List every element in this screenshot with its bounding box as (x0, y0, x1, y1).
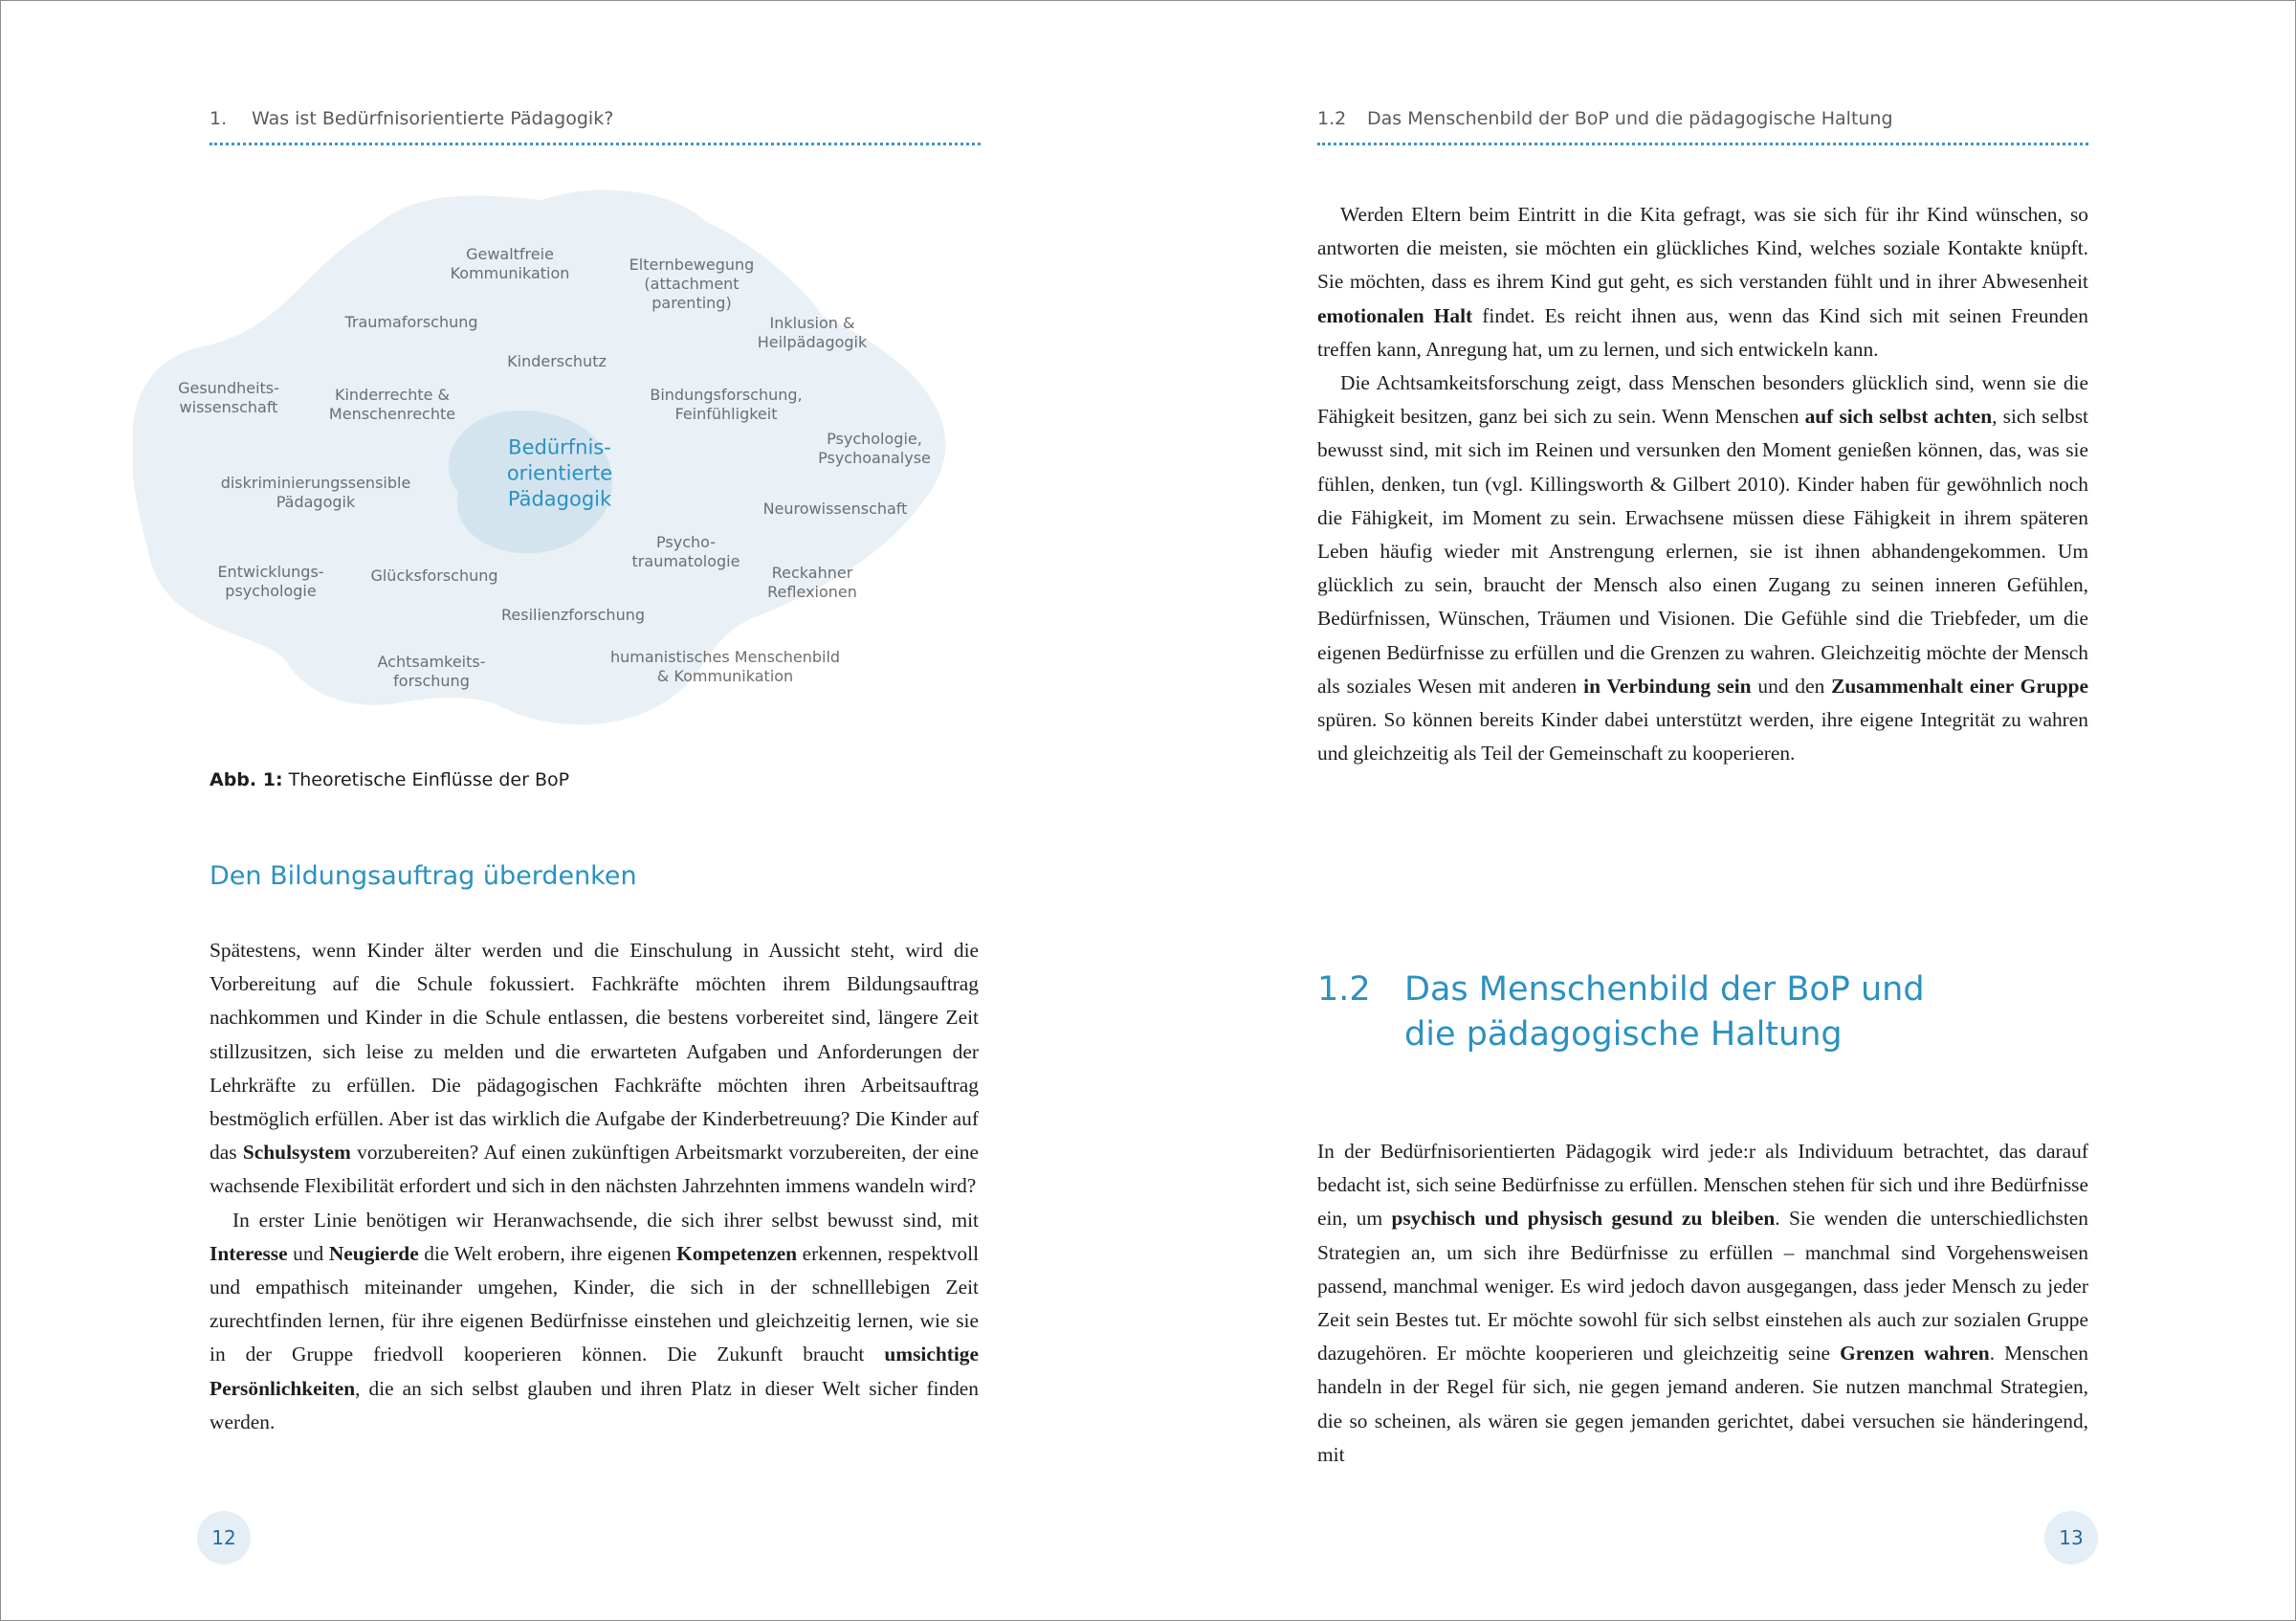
caption-text: Theoretische Einflüsse der BoP (282, 769, 570, 790)
influence-label: Resilienzforschung (500, 606, 646, 624)
paragraph: Werden Eltern beim Eintritt in die Kita gefragt, was sie sich für ihr Kind wünschen, so antworten die meisten, sie möchten ein glückliches Kind, welches soziale Kontakte knüpft. Sie möchten, dass es ihrem Kind gut geht, es sich verstanden fühlt und in ihrer Abwesenheit emotionalen Halt findet. Es reicht ihnen aus, wenn das Kind sich mit seinen Freunden treffen kann, Anregung hat, um zu lernen, und sich entwickeln kann. (1317, 203, 2088, 361)
paragraph: Spätestens, wenn Kinder älter werden und die Einschulung in Aussicht steht, wird die Vorbereitung auf die Schule fokussiert. Fachkräfte möchten ihrem Bildungsauftrag nachkommen und Kinder in die Schule entlassen, die bestens vorbereitet sind, längere Zeit stillzusitzen, sich leise zu melden und die erwarteten Aufgaben und Anforderungen der Lehrkräfte zu erfüllen. Die pädagogischen Fachkräfte möchten ihren Arbeitsauftrag bestmöglich erfüllen. Aber ist das wirklich die Aufgabe der Kinderbetreuung? Die Kinder auf das Schulsystem vorzubereiten? Auf einen zukünftigen Arbeitsmarkt vorzubereiten, der eine wachsende Flexibilität erfordert und sich in den nächsten Jahrzehnten immens wandeln wird? (210, 939, 979, 1198)
running-header-number: 1. (210, 108, 228, 129)
left-body-text (210, 934, 979, 1439)
figure-caption (210, 769, 569, 790)
left-page (1, 1, 1148, 1620)
page-number: 13 (2044, 1511, 2098, 1565)
right-body-text-bottom (1317, 1135, 2088, 1472)
right-body-text-top (1317, 198, 2088, 770)
influence-label: Bindungsforschung, Feinfühligkeit (650, 386, 803, 423)
page-number: 12 (197, 1511, 251, 1565)
running-header-title: Das Menschenbild der BoP und die pädagogische Haltung (1367, 108, 1893, 129)
section-subheading: Den Bildungsauftrag überdenken (210, 861, 637, 891)
running-header-left (210, 108, 981, 145)
paragraph: In der Bedürfnisorientierten Pädagogik wird jede:r als Individuum betrachtet, das darauf bedacht ist, sich seine Bedürfnisse zu erfüllen. Menschen stehen für sich und ihre Bedürfnisse ein, um psychisch und physisch gesund zu bleiben. Sie wenden die unterschiedlichsten Strategien an, um sich ihre Bedürfnisse zu erfüllen – manchmal sind Vorgehensweisen passend, manchmal weniger. Es wird jedoch davon ausgegangen, dass jeder Mensch zu jeder Zeit sein Bestes tut. Er möchte sowohl für sich selbst einstehen als auch zur sozialen Gruppe dazugehören. Er möchte kooperieren und gleichzeitig seine Grenzen wahren. Menschen handeln in der Regel für sich, nie gegen jemand anderen. Sie nutzen manchmal Strategien, die so scheinen, als wären sie gegen jemanden gerichtet, dabei versuchen sie händeringend, mit (1317, 1140, 2088, 1466)
influence-label: Glücksforschung (370, 566, 498, 585)
influences-diagram (133, 183, 994, 728)
running-header-number: 1.2 (1317, 108, 1347, 129)
influence-label: Elternbewegung (attachment parenting) (629, 255, 755, 312)
influence-label: Gesundheits- wissenschaft (178, 379, 279, 416)
influence-label: diskriminierungssensible Pädagogik (220, 474, 411, 511)
influence-label: Achtsamkeits- forschung (377, 653, 486, 690)
influence-label: Inklusion & Heilpädagogik (757, 314, 868, 351)
influence-label: Reckahner Reflexionen (767, 564, 857, 601)
influence-label: Kinderschutz (507, 352, 607, 370)
diagram-center-label: Bedürfnis- orientierte Pädagogik (506, 435, 613, 511)
influence-label: Psychologie, Psychoanalyse (818, 430, 931, 467)
influence-label: Entwicklungs- psychologie (217, 563, 324, 600)
paragraph: In erster Linie benötigen wir Heranwachsende, die sich ihrer selbst bewusst sind, mit Interesse und Neugierde die Welt erobern, ihre eigenen Kompetenzen erkennen, respektvoll und empathisch miteinander umgehen, Kinder, die sich in der schnelllebigen Zeit zurechtfinden lernen, für ihre eigenen Bedürfnisse einstehen und gleichzeitig lernen, wie sie in der Gruppe friedvoll kooperieren können. Die Zukunft braucht umsichtige Persönlichkeiten, die an sich selbst glauben und ihren Platz in dieser Welt sicher finden werden. (210, 1208, 980, 1433)
right-page (1148, 1, 2295, 1620)
influence-label: Gewaltfreie Kommunikation (450, 245, 570, 282)
running-header-title: Was ist Bedürfnisorientierte Pädagogik? (252, 108, 614, 129)
paragraph: Die Achtsamkeitsforschung zeigt, dass Menschen besonders glücklich sind, wenn sie die Fähigkeit besitzen, ganz bei sich zu sein. Wenn Menschen auf sich selbst achten, sich selbst bewusst sind, mit sich im Reinen und versunken den Moment genießen können, das, was sie fühlen, denken, tun (vgl. Killingsworth & Gilbert 2010). Kinder haben für gewöhnlich noch die Fähigkeit, im Moment zu sein. Erwachsene müssen diese Fähigkeit in ihrem späteren Leben häufig wieder mit Anstrengung erlernen, sie ist ihnen abhandengekommen. Um glücklich zu sein, braucht der Mensch also einen Zugang zu seinen inneren Gefühlen, Bedürfnissen, Wünschen, Träumen und Visionen. Die Gefühle sind die Triebfeder, um die eigenen Bedürfnisse zu erfüllen und die Grenzen zu wahren. Gleichzeitig möchte der Mensch als soziales Wesen mit anderen in Verbindung sein und den Zusammenhalt einer Gruppe spüren. So können bereits Kinder dabei unterstützt werden, ihre eigene Integrität zu wahren und gleichzeitig als Teil der Gemeinschaft zu kooperieren. (1317, 371, 2088, 766)
influence-label: Kinderrechte & Menschenrechte (328, 386, 456, 423)
influence-label: humanistisches Menschenbild & Kommunikation (609, 648, 841, 685)
influence-label: Neurowissenschaft (762, 500, 908, 518)
influence-label: Traumaforschung (344, 313, 478, 331)
caption-label: Abb. 1: (210, 769, 283, 790)
chapter-number: 1.2 (1317, 970, 1371, 1009)
influence-label: Psycho- traumatologie (631, 533, 740, 570)
running-header-right (1317, 108, 2088, 145)
chapter-title: Das Menschenbild der BoP und die pädagogische Haltung (1404, 970, 1925, 1054)
